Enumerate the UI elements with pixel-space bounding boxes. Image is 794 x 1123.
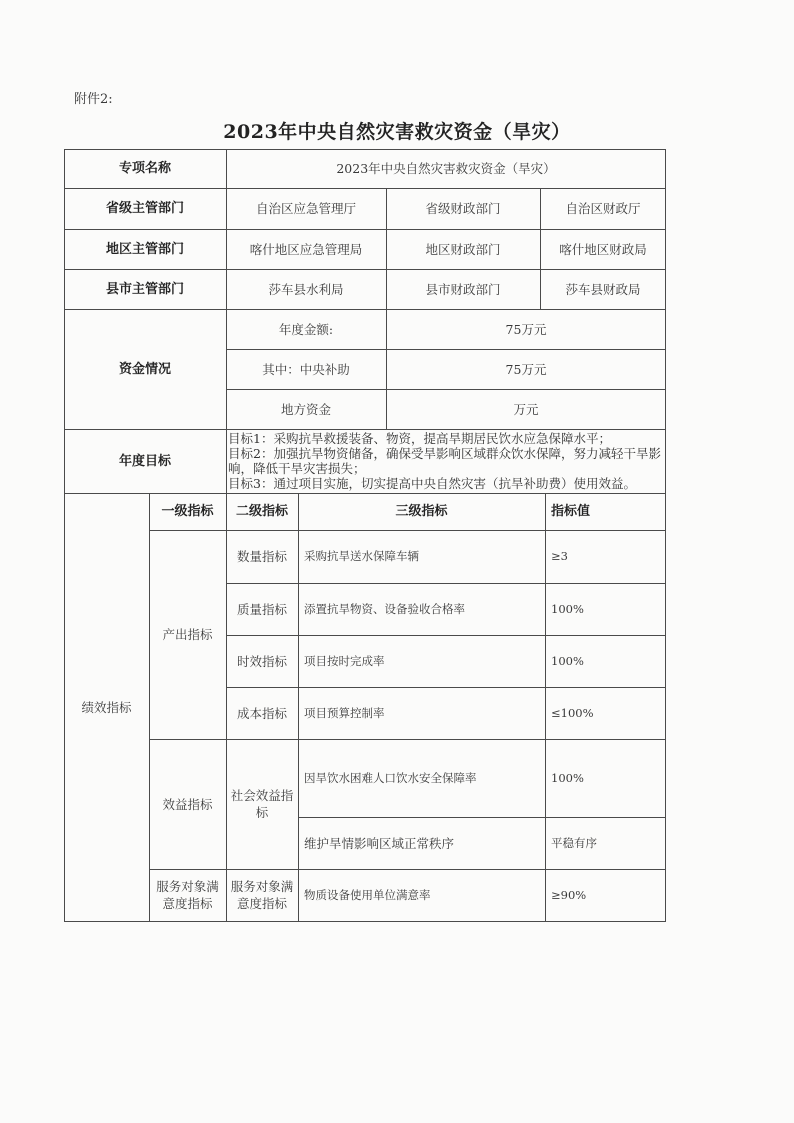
table-row-value: 平稳有序: [551, 835, 597, 850]
document-title: 2023年中央自然灾害救灾资金（旱灾）: [223, 121, 571, 143]
annual-amount-label: 年度金额:: [278, 321, 334, 337]
benefit-indicator-label: 效益指标: [162, 796, 213, 812]
attachment-label: 附件2:: [74, 92, 113, 107]
county-dept-label: 县市主管部门: [105, 281, 184, 297]
table-row-level3: 项目预算控制率: [304, 705, 385, 720]
table-row-level2: 时效指标: [236, 653, 287, 669]
table-row-level2: 成本指标: [236, 705, 287, 721]
header-level1: 一级指标: [161, 504, 214, 519]
regional-dept-1: 喀什地区应急管理局: [249, 241, 363, 257]
table-row-level3: 因旱饮水困难人口饮水安全保障率: [304, 770, 477, 785]
table-row-value: ≤100%: [551, 705, 594, 720]
goal-1: 目标1：采购抗旱救援装备、物资，提高旱期居民饮水应急保障水平；: [228, 431, 611, 446]
table-row-value: 100%: [551, 601, 584, 616]
header-level2: 二级指标: [235, 504, 288, 519]
annual-goal-label: 年度目标: [118, 453, 171, 469]
provincial-dept-3: 自治区财政厅: [565, 201, 641, 216]
table-row-value: ≥90%: [551, 887, 587, 902]
central-subsidy-value: 75万元: [505, 361, 547, 377]
local-funds-label: 地方资金: [280, 401, 331, 417]
funds-label: 资金情况: [118, 361, 171, 377]
annual-amount-value: 75万元: [505, 321, 547, 337]
header-level3: 三级指标: [395, 504, 448, 519]
county-dept-3: 莎车县财政局: [565, 281, 641, 297]
county-dept-2: 县市财政部门: [425, 281, 501, 297]
table-row-value: ≥3: [551, 549, 568, 563]
table-row-level2: 数量指标: [236, 549, 287, 564]
provincial-dept-1: 自治区应急管理厅: [255, 201, 356, 216]
table-row-level3: 项目按时完成率: [304, 653, 385, 668]
table-row-level3: 添置抗旱物资、设备验收合格率: [304, 601, 465, 616]
county-dept-1: 莎车县水利局: [268, 281, 344, 297]
output-indicator-label: 产出指标: [162, 627, 213, 642]
table-row-level3: 维护旱情影响区域正常秩序: [304, 835, 455, 851]
table-row-value: 100%: [551, 770, 584, 785]
social-benefit-label: 社会效益指标: [230, 788, 294, 820]
goal-2: 目标2：加强抗旱物资储备，确保受旱影响区域群众饮水保障，努力减轻干旱影响，降低干旱灾害损失；: [228, 446, 661, 476]
performance-label: 绩效指标: [81, 700, 132, 715]
annual-goal-text: [228, 431, 664, 492]
local-funds-value: 万元: [513, 401, 539, 417]
provincial-dept-label: 省级主管部门: [105, 201, 184, 216]
table-row-level3: 采购抗旱送水保障车辆: [304, 549, 419, 563]
satisfaction-level1-label: 服务对象满意度指标: [156, 879, 219, 911]
provincial-dept-2: 省级财政部门: [425, 201, 501, 216]
project-name-value: 2023年中央自然灾害救灾资金（旱灾）: [336, 161, 556, 176]
table-row-level2: 质量指标: [236, 601, 287, 617]
header-value: 指标值: [551, 504, 591, 519]
table-row-value: 100%: [551, 653, 584, 668]
regional-dept-label: 地区主管部门: [105, 241, 184, 257]
regional-dept-2: 地区财政部门: [425, 241, 501, 257]
satisfaction-level2-label: 服务对象满意度指标: [230, 879, 294, 911]
goal-3: 目标3：通过项目实施，切实提高中央自然灾害（抗旱补助费）使用效益。: [228, 476, 636, 491]
project-name-label: 专项名称: [118, 161, 171, 176]
regional-dept-3: 喀什地区财政局: [559, 241, 647, 257]
table-row-level3: 物质设备使用单位满意率: [304, 887, 431, 902]
central-subsidy-label: 其中：中央补助: [262, 361, 350, 377]
